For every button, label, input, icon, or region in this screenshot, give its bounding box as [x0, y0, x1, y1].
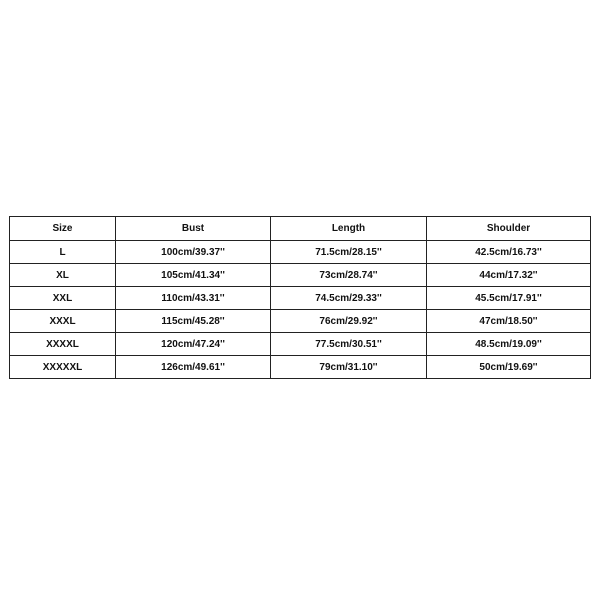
- header-size: Size: [10, 217, 116, 241]
- table-row: [10, 333, 591, 356]
- cell-length: 76cm/29.92'': [271, 310, 427, 333]
- cell-size: XXXL: [10, 310, 116, 333]
- cell-length: 73cm/28.74'': [271, 264, 427, 287]
- cell-length: 79cm/31.10'': [271, 356, 427, 379]
- cell-bust: 110cm/43.31'': [116, 287, 271, 310]
- table-row: [10, 241, 591, 264]
- cell-size: XXXXXL: [10, 356, 116, 379]
- header-row: [10, 217, 591, 241]
- cell-size: XXL: [10, 287, 116, 310]
- header-bust: Bust: [116, 217, 271, 241]
- cell-shoulder: 50cm/19.69'': [427, 356, 591, 379]
- cell-length: 71.5cm/28.15'': [271, 241, 427, 264]
- cell-length: 74.5cm/29.33'': [271, 287, 427, 310]
- table-row: [10, 310, 591, 333]
- cell-bust: 126cm/49.61'': [116, 356, 271, 379]
- cell-bust: 105cm/41.34'': [116, 264, 271, 287]
- table-row: [10, 287, 591, 310]
- cell-bust: 120cm/47.24'': [116, 333, 271, 356]
- cell-shoulder: 48.5cm/19.09'': [427, 333, 591, 356]
- cell-size: XL: [10, 264, 116, 287]
- header-length: Length: [271, 217, 427, 241]
- cell-bust: 100cm/39.37'': [116, 241, 271, 264]
- size-chart-table: [9, 216, 591, 379]
- cell-shoulder: 42.5cm/16.73'': [427, 241, 591, 264]
- cell-shoulder: 45.5cm/17.91'': [427, 287, 591, 310]
- cell-shoulder: 44cm/17.32'': [427, 264, 591, 287]
- cell-shoulder: 47cm/18.50'': [427, 310, 591, 333]
- cell-bust: 115cm/45.28'': [116, 310, 271, 333]
- table-row: [10, 264, 591, 287]
- cell-length: 77.5cm/30.51'': [271, 333, 427, 356]
- table-row: [10, 356, 591, 379]
- cell-size: L: [10, 241, 116, 264]
- cell-size: XXXXL: [10, 333, 116, 356]
- header-shoulder: Shoulder: [427, 217, 591, 241]
